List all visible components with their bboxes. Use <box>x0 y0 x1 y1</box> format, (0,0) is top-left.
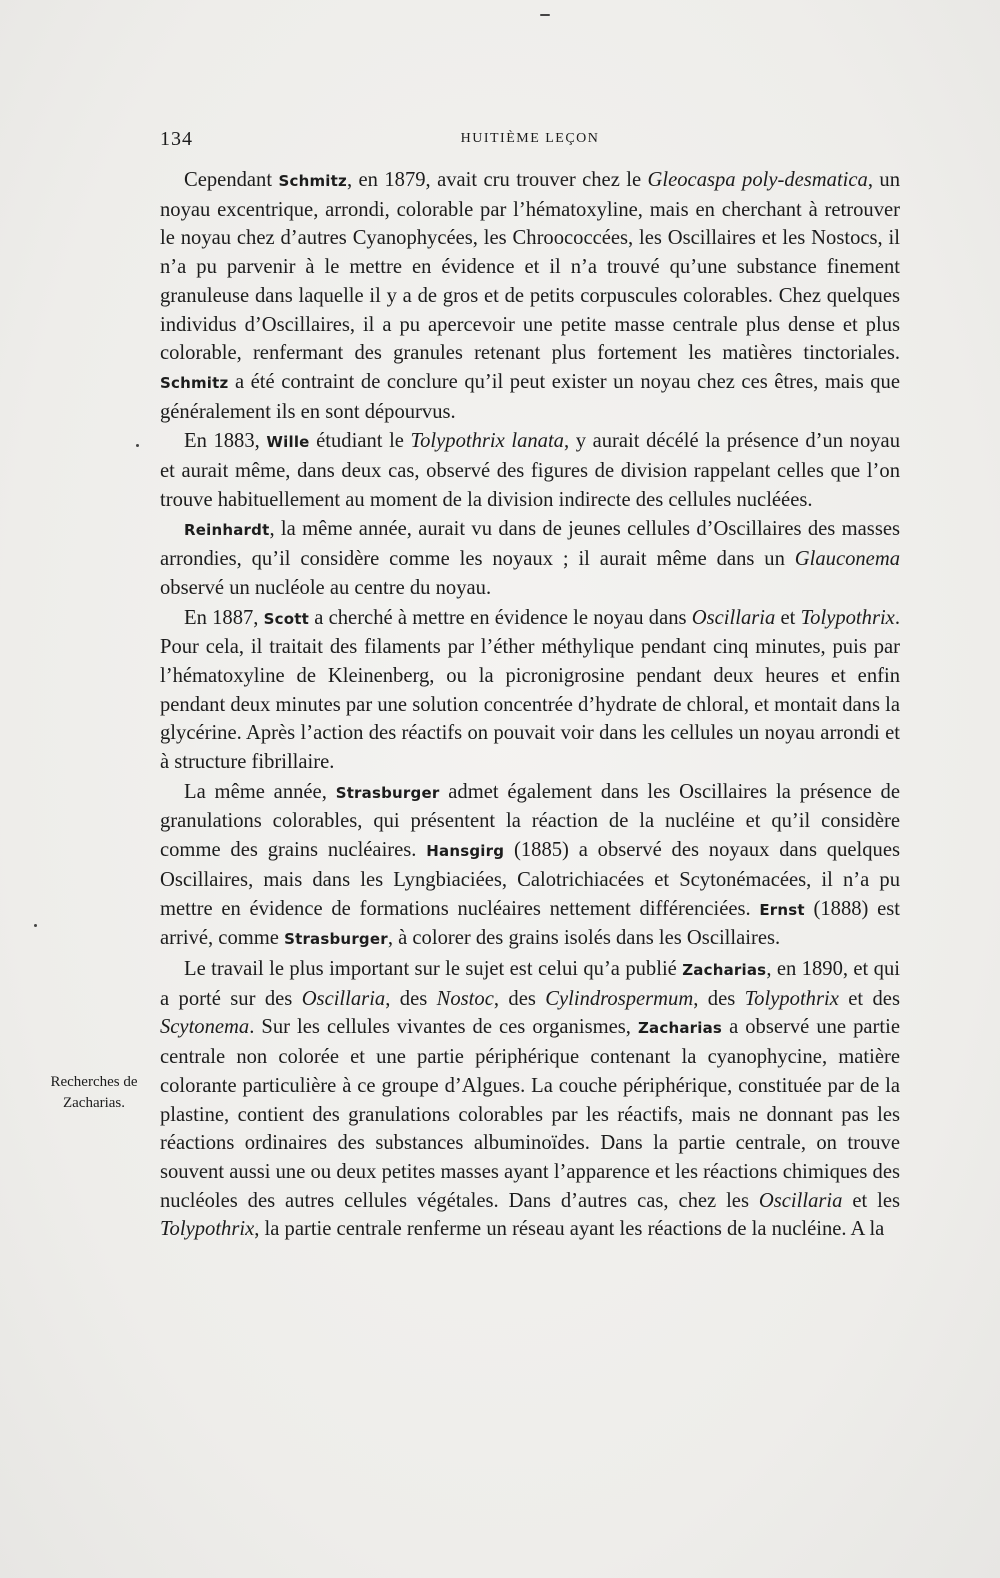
text-run: Le travail le plus important sur le sujet est celui qu’a publié <box>184 957 683 980</box>
paragraph <box>160 515 900 602</box>
author-name: Ernst <box>759 900 805 919</box>
author-name: Zacharias <box>637 1019 723 1038</box>
ink-speck <box>34 924 37 927</box>
text-run: , un noyau excentrique, arrondi, colorable par l’hématoxyline, mais en cherchant à retrouver le noyau chez d’autres Cyanophycées, les Chroococcées, les Oscillaires et les Nostocs, il n’a pu parvenir à le mettre en évidence et il n’a trouvé qu’une substance finement granuleuse dans laquelle il y a de gros et de petits corpuscules colorables. Chez quelques individus d’Oscillaires, il a pu apercevoir une petite masse centrale plus dense et plus colorable, renfermant des granules retenant plus fortement les matières tinctoriales. <box>160 169 900 365</box>
author-name: Wille <box>266 433 310 452</box>
text-run: En 1883, <box>184 430 267 453</box>
italic-term: Scytonema <box>160 1016 250 1039</box>
text-run: et les <box>842 1189 900 1212</box>
text-run: et des <box>838 987 900 1010</box>
author-name: Scott <box>263 609 310 628</box>
italic-term: Oscillaria <box>758 1189 843 1212</box>
author-name: Schmitz <box>160 373 229 392</box>
page-number: 134 <box>160 128 193 150</box>
text-run: , des <box>385 987 437 1010</box>
body-text <box>160 166 900 1244</box>
text-run: a observé une partie centrale non colorée et une partie périphérique contenant la cyanophycine, matière colorante particulière à ce groupe d’Algues. La couche périphérique, constituée par de la plastine, contient des granulations colorables par les réactifs, mais ne donnant pas les réactions ordinaires des substances albuminoïdes. Dans la partie centrale, on trouve souvent aussi une ou deux petites masses ayant l’apparence et les réactions chimiques des nucléoles des autres cellules végétales. Dans d’autres cas, chez les <box>160 1016 900 1212</box>
author-name: Strasburger <box>335 783 440 802</box>
paragraph <box>160 604 900 777</box>
text-run: a été contraint de conclure qu’il peut exister un noyau chez ces êtres, mais que généralement ils en sont dépourvus. <box>160 370 900 423</box>
text-run: . Sur les cellules vivantes de ces organismes, <box>249 1016 638 1039</box>
text-run: admet également dans les Oscillaires la présence de granulations colorables, qui présentent la réaction de la nucléine et qu’il considère comme des grains nucléaires. <box>160 780 900 862</box>
text-run: étudiant le <box>309 430 411 453</box>
author-name: Zacharias <box>682 960 767 979</box>
text-run: , des <box>493 987 546 1010</box>
italic-term: Gleocaspa poly-desmatica <box>647 169 868 191</box>
text-run: , la même année, aurait vu dans de jeunes cellules d’Oscillaires des masses arrondies, qu’il considère comme les noyaux ; il aurait même dans un <box>160 518 900 571</box>
author-name: Strasburger <box>284 930 388 949</box>
margin-note-line: Zacharias. <box>62 1095 126 1111</box>
text-run: , des <box>693 987 745 1010</box>
text-run: , la partie centrale renferme un réseau ayant les réactions de la nucléine. A la <box>254 1218 885 1241</box>
text-run: et <box>775 606 801 629</box>
running-head: HUITIÈME LEÇON <box>460 131 600 146</box>
italic-term: Tolypothrix <box>800 606 895 629</box>
paragraph <box>160 166 900 426</box>
italic-term: Tolypothrix <box>744 987 839 1010</box>
text-run: , à colorer des grains isolés dans les Oscillaires. <box>387 927 781 950</box>
italic-term: Glauconema <box>794 548 900 571</box>
italic-term: Cylindrospermum <box>545 987 694 1010</box>
italic-term: Oscillaria <box>301 987 386 1010</box>
text-run: Cependant <box>184 169 279 191</box>
text-run: observé un nucléole au centre du noyau. <box>160 576 492 599</box>
ink-speck <box>540 14 550 16</box>
italic-term: Tolypothrix lanata <box>410 430 564 453</box>
author-name: Hansgirg <box>426 842 505 861</box>
text-run: . Pour cela, il traitait des filaments par l’éther méthylique pendant cinq minutes, puis par l’hématoxyline de Kleinenberg, ou la picronigrosine pendant deux heures et enfin pendant deux minutes par une solution concentrée d’hydrate de chloral, et montait dans la glycérine. Après l’action des réactifs on pouvait voir dans les cellules un noyau arrondi et à structure fibrillaire. <box>160 606 900 774</box>
text-run: a cherché à mettre en évidence le noyau dans <box>309 606 692 629</box>
paragraph <box>160 955 900 1244</box>
text-run: La même année, <box>184 780 336 803</box>
text-run: (1885) a observé des noyaux dans quelques Oscillaires, mais dans les Lyngbiaciées, Calotrichiacées et Scytonémacées, il n’a pu mettre en évidence de formations nucléaires nettement différenciées. <box>160 839 901 920</box>
text-run: En 1887, <box>184 606 264 629</box>
ink-speck <box>136 444 139 447</box>
page-header <box>160 128 900 154</box>
italic-term: Oscillaria <box>691 606 776 629</box>
italic-term: Tolypothrix <box>160 1218 255 1241</box>
italic-term: Nostoc <box>436 987 494 1010</box>
author-name: Reinhardt <box>184 521 270 540</box>
margin-note <box>30 1072 158 1114</box>
margin-note-line: Recherches de <box>50 1074 138 1090</box>
text-run: , y aurait décélé la présence d’un noyau et aurait même, dans deux cas, observé des figures de division rappelant celles que l’on trouve habituellement au moment de la division indirecte des cellules nucléées. <box>160 430 900 511</box>
paragraph <box>160 778 900 954</box>
text-run: (1888) est arrivé, comme <box>160 897 900 950</box>
text-run: , en 1890, et qui a porté sur des <box>160 957 900 1010</box>
text-run: , en 1879, avait cru trouver chez le <box>346 169 648 191</box>
paragraph <box>160 427 900 514</box>
author-name: Schmitz <box>278 172 347 190</box>
